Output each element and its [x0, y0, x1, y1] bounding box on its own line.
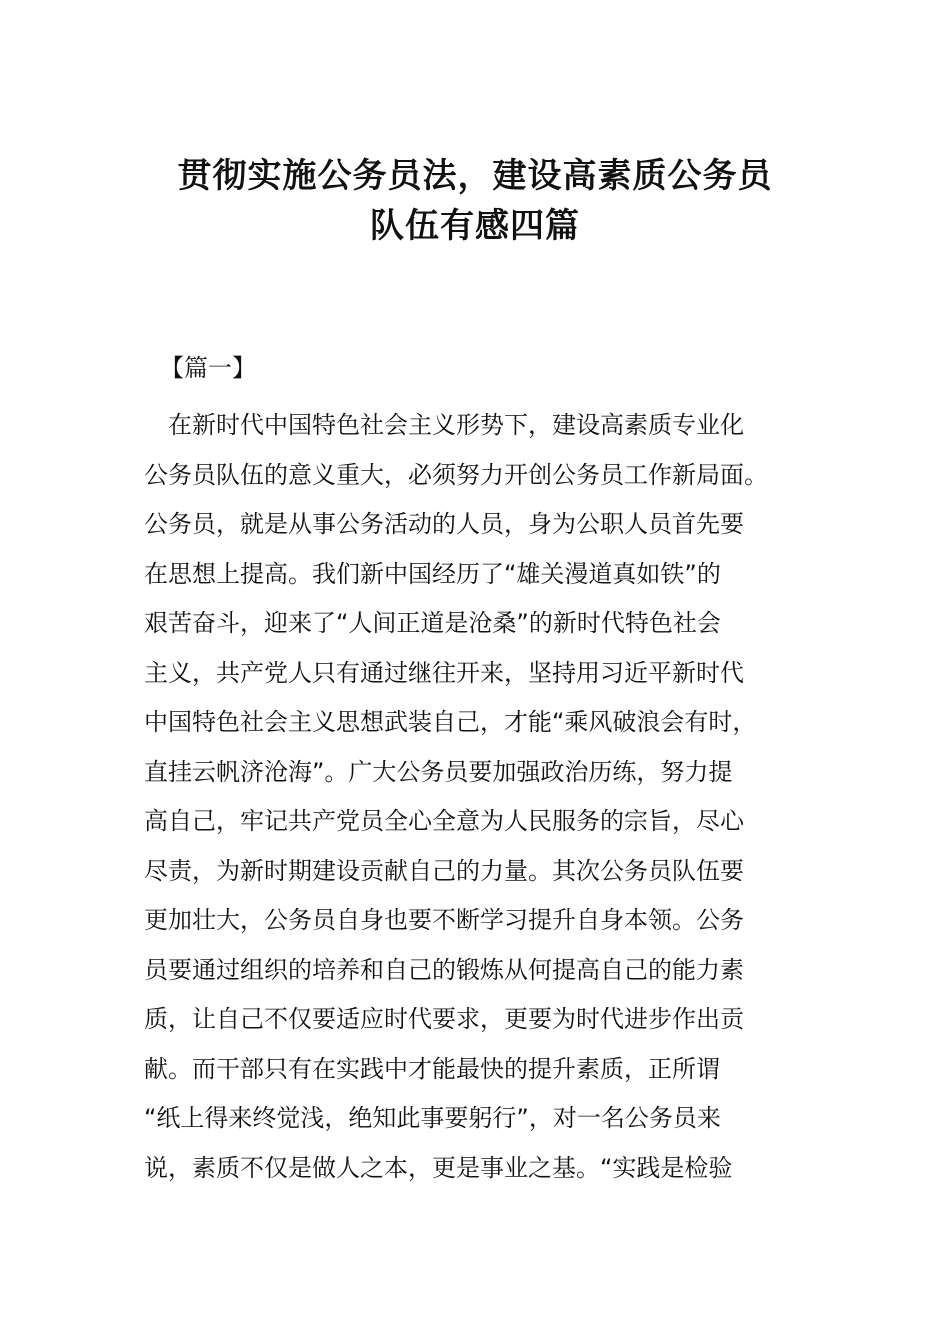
document-title: [120, 151, 830, 251]
body-line: 质，让自己不仅要适应时代要求，更要为时代进步作出贡: [144, 1005, 744, 1033]
body-line: 公务员队伍的意义重大，必须努力开创公务员工作新局面。: [144, 460, 768, 489]
body-text: [144, 405, 804, 1197]
body-line: 在思想上提高。我们新中国经历了“雄关漫道真如铁”的: [144, 559, 721, 588]
body-line: 高自己，牢记共产党员全心全意为人民服务的宗旨，尽心: [144, 807, 744, 835]
body-line: 主义，共产党人只有通过继往开来，坚持用习近平新时代: [144, 658, 744, 687]
body-line: “纸上得来终觉浅，绝知此事要躬行”，对一名公务员来: [144, 1104, 721, 1132]
body-line: 中国特色社会主义思想武装自己，才能“乘风破浪会有时，: [144, 708, 757, 736]
body-line: 员要通过组织的培养和自己的锻炼从何提高自己的能力素: [144, 955, 744, 984]
body-line: 艰苦奋斗，迎来了“人间正道是沧桑”的新时代特色社会: [144, 609, 721, 637]
body-line: 尽责，为新时期建设贡献自己的力量。其次公务员队伍要: [144, 856, 744, 885]
section-heading: 【篇一】: [160, 354, 256, 382]
body-line: 说，素质不仅是做人之本，更是事业之基。“实践是检验: [144, 1153, 733, 1182]
body-line: 公务员，就是从事公务活动的人员，身为公职人员首先要: [144, 510, 744, 538]
body-line: 在新时代中国特色社会主义形势下，建设高素质专业化: [144, 411, 744, 439]
body-line: 献。而干部只有在实践中才能最快的提升素质，正所谓: [144, 1054, 720, 1083]
title-line-2: 队伍有感四篇: [370, 205, 580, 246]
body-line: 直挂云帆济沧海”。广大公务员要加强政治历练，努力提: [144, 757, 733, 786]
body-line: 更加壮大，公务员自身也要不断学习提升自身本领。公务: [144, 906, 744, 934]
title-line-1: 贯彻实施公务员法，建设高素质公务员: [177, 155, 773, 196]
